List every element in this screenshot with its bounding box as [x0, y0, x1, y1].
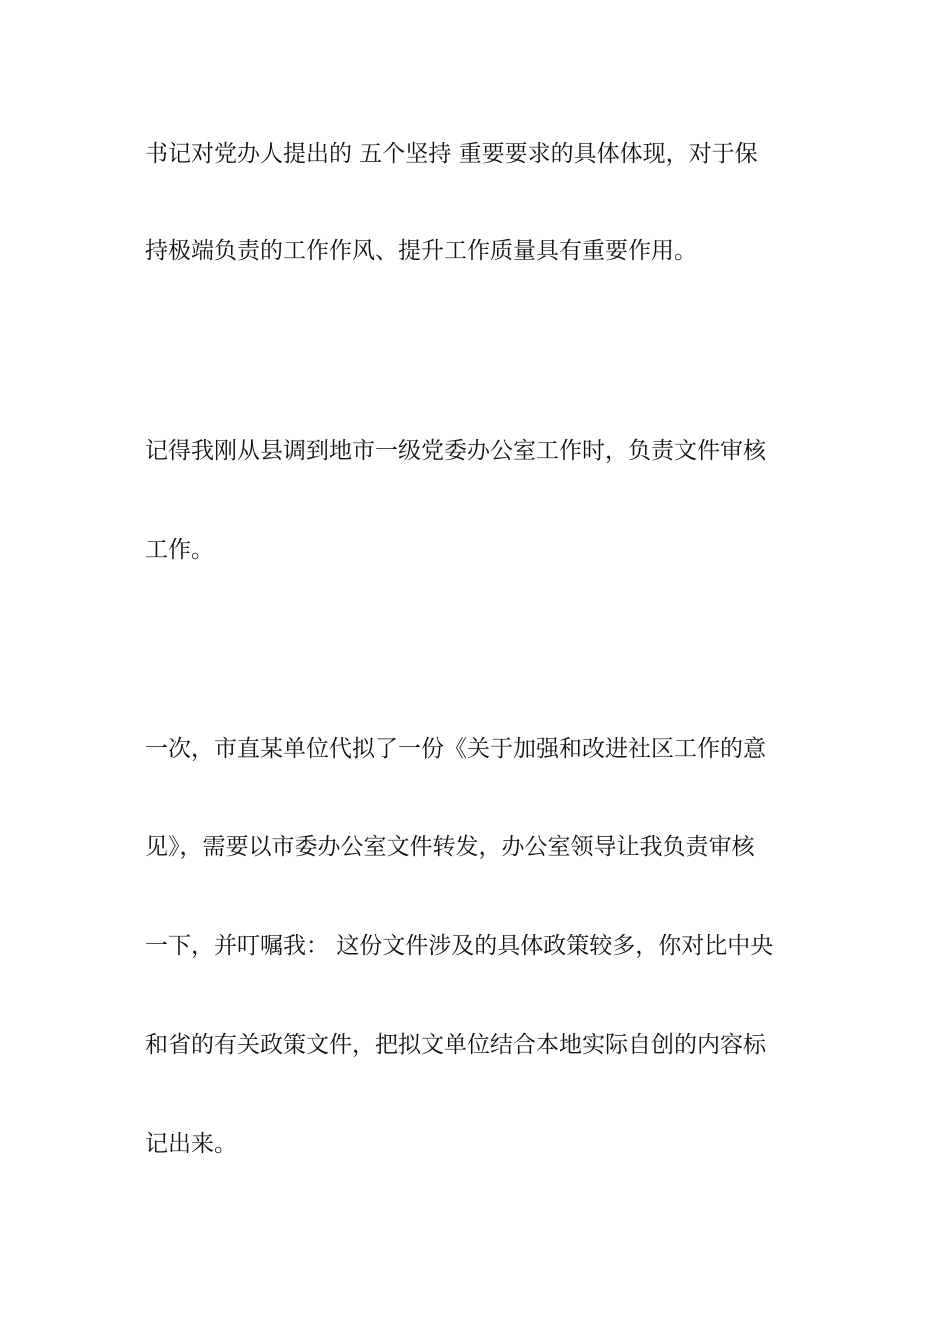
- text-line: 一次，市直某单位代拟了一份《关于加强和改进社区工作的意: [145, 736, 766, 762]
- text-line: 记出来。: [145, 1131, 237, 1157]
- text-line: 持极端负责的工作作风、提升工作质量具有重要作用。: [145, 238, 697, 264]
- text-line: 书记对党办人提出的 五个坚持 重要要求的具体体现，对于保: [145, 141, 758, 167]
- text-line: 和省的有关政策文件，把拟文单位结合本地实际自创的内容标: [145, 1032, 766, 1058]
- text-line: 见》，需要以市委办公室文件转发，办公室领导让我负责审核: [145, 834, 755, 860]
- text-line: 一下，并叮嘱我： 这份文件涉及的具体政策较多，你对比中央: [145, 933, 774, 959]
- text-line: 工作。: [145, 537, 214, 563]
- text-line: 记得我刚从县调到地市一级党委办公室工作时，负责文件审核: [145, 438, 766, 464]
